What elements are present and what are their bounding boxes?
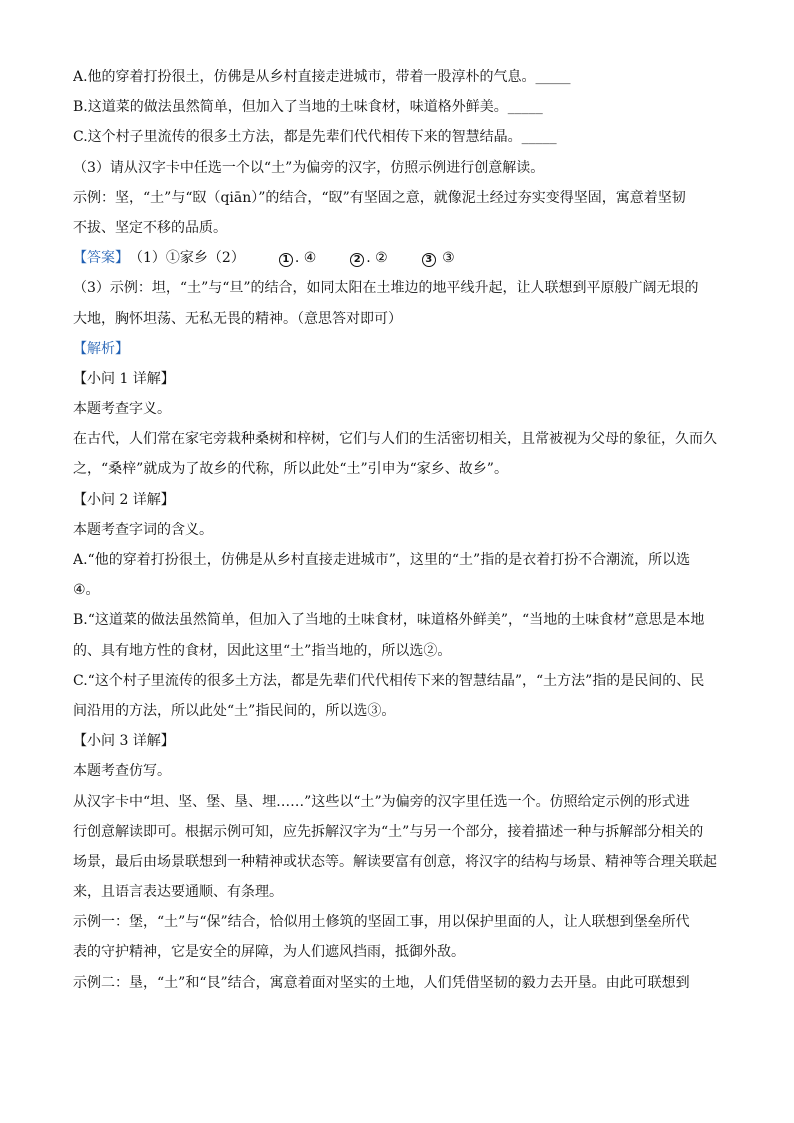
sub-question-2-heading: 【小问 2 详解】: [73, 491, 175, 508]
sub-question-2-text-6: 间沿用的方法，所以此处“土”指民间的，所以选③。: [73, 702, 396, 719]
question-option-a: A.他的穿着打扮很土，仿佛是从乡村直接走进城市，带着一股淳朴的气息。_____: [73, 69, 571, 85]
sub-question-2-text-5: C.“这个村子里流传的很多土方法，都是先辈们代代相传下来的智慧结晶”，“土方法”指的是民间的、民: [73, 672, 705, 689]
circled-number-3: 3: [422, 253, 436, 267]
question-option-c: C.这个村子里流传的很多土方法，都是先辈们代代相传下来的智慧结晶。_____: [73, 129, 557, 146]
document-page: [73, 62, 723, 998]
sub-question-1-heading: 【小问 1 详解】: [73, 370, 175, 387]
sub-question-1-topic: 本题考查字义。: [73, 401, 171, 418]
sub-question-3-topic: 本题考查仿写。: [73, 763, 171, 780]
sub-question-2-text-3: B.“这道菜的做法虽然简单，但加入了当地的土味食材，味道格外鲜美”，“当地的土味食材”意思是本地: [73, 612, 705, 629]
answer-3-line-2: 大地，胸怀坦荡、无私无畏的精神。（意思答对即可）: [73, 310, 402, 327]
circled-number-1: 1: [279, 253, 293, 267]
sub-question-3-heading: 【小问 3 详解】: [73, 733, 175, 750]
answer-item-3-value: ③: [437, 250, 455, 267]
answer-tag: 【答案】: [73, 250, 129, 267]
example-one-line-2: 表的守护精神，它是安全的屏障，为人们遮风挡雨，抵御外敌。: [73, 944, 465, 961]
answer-3-line-1: （3）示例：坦，“土”与“旦”的结合，如同太阳在土堆边的地平线升起，让人联想到平原般广阔无垠的: [73, 280, 699, 297]
answer-item-1: [279, 243, 316, 273]
example-line-1: 示例：坚，“土”与“臤（qiān）”的结合，“臤”有坚固之意，就像泥土经过夯实变得坚固，寓意着坚韧: [73, 189, 686, 206]
answer-item-3: [422, 243, 455, 273]
circled-number-2: 2: [350, 253, 364, 267]
sub-question-3-text-1: 从汉字卡中“坦、坚、堡、垦、埋……”这些以“土”为偏旁的汉字里任选一个。仿照给定示例的形式进: [73, 793, 690, 810]
question-option-b: B.这道菜的做法虽然简单，但加入了当地的土味食材，味道格外鲜美。_____: [73, 99, 543, 116]
sub-question-2-topic: 本题考查字词的含义。: [73, 521, 213, 538]
sub-question-2-text-1: A.“他的穿着打扮很土，仿佛是从乡村直接走进城市”，这里的“土”指的是衣着打扮不合潮流，所以选: [73, 552, 691, 568]
answer-item-1-value: . ④: [294, 250, 317, 267]
sub-question-3-text-4: 来，且语言表达要通顺、有条理。: [73, 884, 283, 901]
example-two-line-1: 示例二：垦，“土”和“艮”结合，寓意着面对坚实的土地，人们凭借坚韧的毅力去开垦。由此可联想到: [73, 974, 690, 991]
sub-question-3-text-3: 场景，最后由场景联想到一种精神或状态等。解读要富有创意，将汉字的结构与场景、精神等合理关联起: [73, 853, 717, 870]
example-line-2: 不拔、坚定不移的品质。: [73, 219, 227, 236]
example-one-line-1: 示例一：堡，“土”与“保”结合，恰似用土修筑的坚固工事，用以保护里面的人，让人联想到堡垒所代: [73, 914, 690, 931]
sub-question-2-text-2: ④。: [73, 582, 100, 599]
question-3-prompt: （3）请从汉字卡中任选一个以“土”为偏旁的汉字，仿照示例进行创意解读。: [73, 159, 545, 176]
answer-item-2-value: . ②: [366, 250, 388, 267]
answer-item-2: [350, 243, 387, 273]
sub-question-2-text-4: 的、具有地方性的食材，因此这里“土”指当地的，所以选②。: [73, 642, 452, 659]
answer-row: [73, 243, 723, 273]
sub-question-1-text-2: 之，“桑梓”就成为了故乡的代称，所以此处“土”引申为“家乡、故乡”。: [73, 461, 508, 478]
analysis-heading: 【解析】: [73, 340, 129, 357]
answer-part1: （1）①家乡（2）: [129, 250, 245, 267]
sub-question-1-text-1: 在古代，人们常在家宅旁栽种桑树和梓树，它们与人们的生活密切相关，且常被视为父母的象征，久而久: [73, 431, 717, 448]
sub-question-3-text-2: 行创意解读即可。根据示例可知，应先拆解汉字为“土”与另一个部分，接着描述一种与拆解部分相关的: [73, 823, 704, 840]
